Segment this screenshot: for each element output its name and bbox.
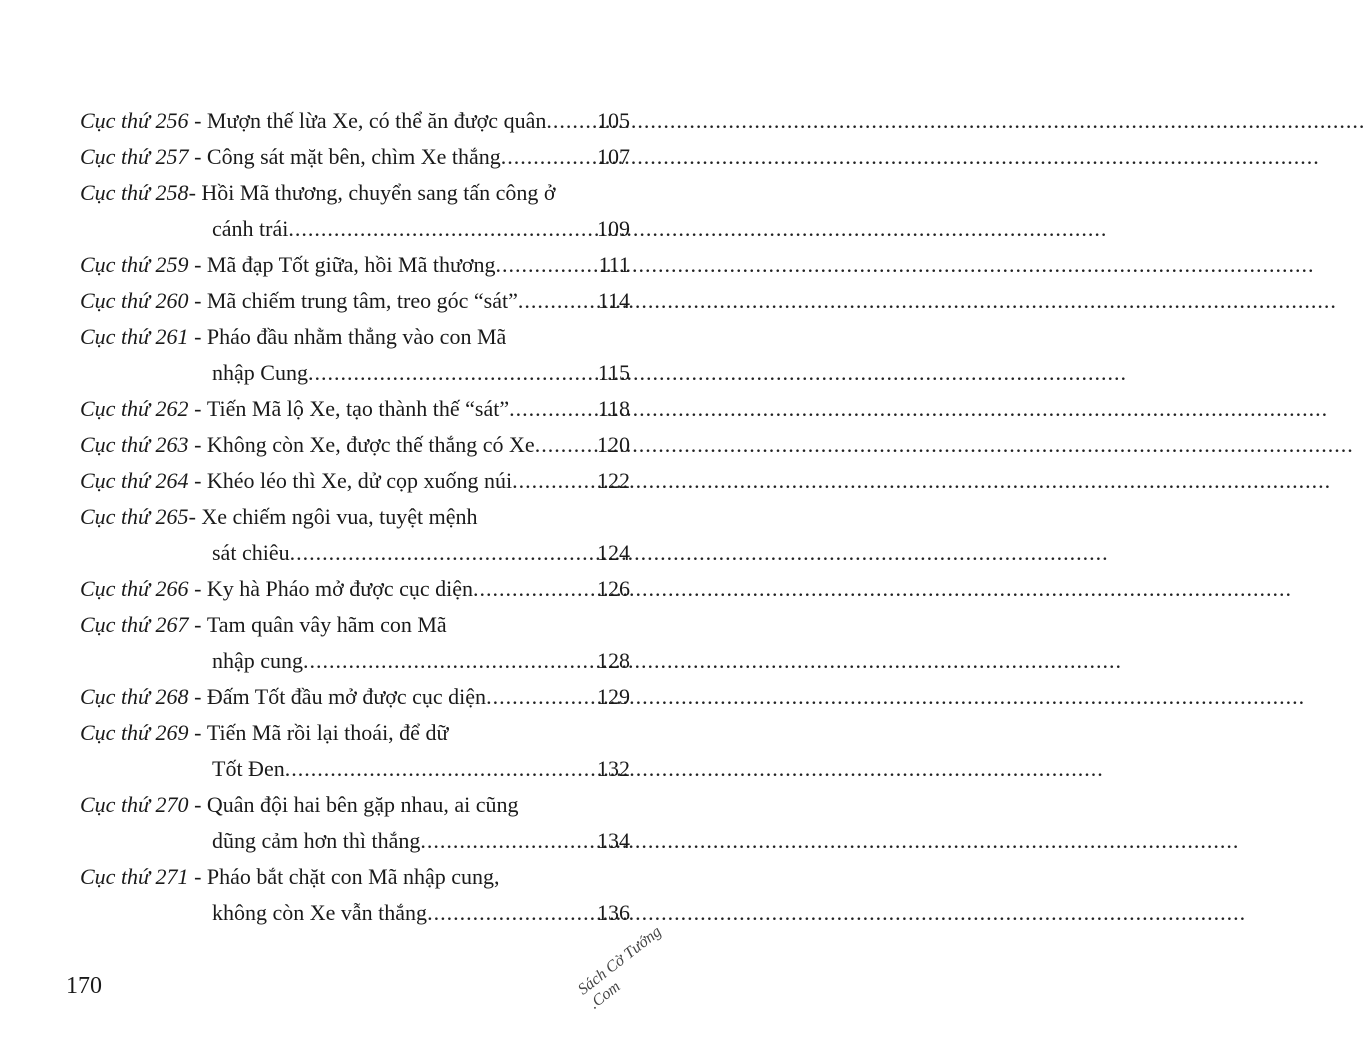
toc-entry-title: Xe chiếm ngôi vua, tuyệt mệnh: [201, 504, 478, 529]
toc-entry-line: [80, 247, 630, 283]
toc-entry-title: Tiến Mã rồi lại thoái, để dữ: [206, 720, 449, 745]
toc-entry-continuation: [80, 823, 630, 859]
toc-entry-line: [80, 679, 630, 715]
toc-entry-page: 114: [597, 288, 630, 313]
toc-entry-page: 122: [597, 468, 630, 493]
dot-leader: [420, 823, 597, 859]
toc-entry: [80, 859, 630, 931]
dot-leader: [518, 283, 598, 319]
page-number: 170: [66, 973, 102, 999]
toc-entry-page: 124: [597, 540, 630, 565]
toc-entry-line: [80, 859, 630, 895]
toc-entry-page: 120: [597, 432, 630, 457]
toc-entry-continuation: [80, 355, 630, 391]
toc-entry: [80, 247, 630, 283]
toc-entry-line: [80, 391, 630, 427]
toc-entry-page: 115: [597, 360, 630, 385]
toc-entry-label: Cục thứ 271: [80, 864, 189, 889]
toc-entry-separator: -: [188, 720, 207, 745]
toc-entry-line: [80, 787, 630, 823]
toc-entry-line: [80, 499, 630, 535]
toc-entry-label: Cục thứ 266: [80, 576, 189, 601]
toc-entry-line: [80, 319, 630, 355]
toc-entry-separator: -: [188, 576, 207, 601]
toc-entry-label: Cục thứ 263: [80, 432, 189, 457]
dot-leader: [546, 103, 597, 139]
toc-entry-page: 111: [598, 252, 630, 277]
toc-entry-title: Đấm Tốt đầu mở được cục diện: [206, 684, 487, 709]
toc-entry: [80, 319, 630, 391]
toc-entry-separator: -: [188, 792, 207, 817]
toc-entry: [80, 607, 630, 679]
toc-entry-title: Tam quân vây hãm con Mã: [206, 612, 447, 637]
dot-leader: [486, 679, 597, 715]
toc-entry-page: 105: [597, 108, 630, 133]
dot-leader: [303, 643, 597, 679]
toc-entry-line: [80, 715, 630, 751]
toc-entry-label: Cục thứ 267: [80, 612, 189, 637]
toc-entry-title: Ky hà Pháo mở được cục diện: [206, 576, 474, 601]
toc-entry: [80, 715, 630, 787]
toc-entry-line: [80, 607, 630, 643]
toc-entry: [80, 139, 630, 175]
dot-leader: [290, 535, 597, 571]
toc-entry-title: Mã đạp Tốt giữa, hồi Mã thương: [206, 252, 496, 277]
toc-entry-page: 129: [597, 684, 630, 709]
toc-entry-line: [80, 427, 630, 463]
toc-entry-continuation: [80, 535, 630, 571]
toc-entry: [80, 103, 630, 139]
dot-leader: [512, 463, 597, 499]
toc-entry-separator: -: [188, 504, 202, 529]
toc-entry-separator: -: [188, 432, 207, 457]
toc-entry-separator: -: [188, 252, 207, 277]
dot-leader: [501, 139, 597, 175]
toc-entry-label: Cục thứ 259: [80, 252, 189, 277]
toc-entry-page: 109: [597, 216, 630, 241]
toc-entry-line: [80, 283, 630, 319]
toc-entry: [80, 283, 630, 319]
toc-entry-page: 118: [597, 396, 630, 421]
toc-entry-title: không còn Xe vẫn thắng: [212, 900, 428, 925]
toc-entry-separator: -: [188, 288, 207, 313]
toc-entry-line: [80, 175, 630, 211]
toc-entry-title: dũng cảm hơn thì thắng: [212, 828, 421, 853]
toc-entry-title: Không còn Xe, được thế thắng có Xe: [206, 432, 535, 457]
toc-entry-label: Cục thứ 269: [80, 720, 189, 745]
dot-leader: [509, 391, 598, 427]
toc-entry-separator: -: [188, 396, 207, 421]
toc-entry-line: [80, 463, 630, 499]
toc-entry-title: Mã chiếm trung tâm, treo góc “sát”: [206, 288, 518, 313]
dot-leader: [427, 895, 597, 931]
toc-entry-label: Cục thứ 260: [80, 288, 189, 313]
toc-entry: [80, 571, 630, 607]
toc-entry-page: 134: [597, 828, 630, 853]
toc-entry-line: [80, 103, 630, 139]
dot-leader: [288, 211, 597, 247]
toc-entry-separator: -: [188, 324, 207, 349]
toc-entry: [80, 499, 630, 571]
toc-entry-title: sát chiêu: [212, 540, 290, 565]
toc-entry-page: 126: [597, 576, 630, 601]
dot-leader: [535, 427, 597, 463]
toc-entry: [80, 175, 630, 247]
toc-entry: [80, 427, 630, 463]
toc-entry: [80, 679, 630, 715]
toc-entry-label: Cục thứ 261: [80, 324, 189, 349]
toc-entry-title: cánh trái: [212, 216, 289, 241]
toc-entry-continuation: [80, 643, 630, 679]
toc-entry-continuation: [80, 895, 630, 931]
toc-entry-label: Cục thứ 262: [80, 396, 189, 421]
toc-entry-title: Hồi Mã thương, chuyển sang tấn công ở: [201, 180, 556, 205]
toc-entry-title: Mượn thế lừa Xe, có thể ăn được quân: [206, 108, 547, 133]
toc-entry-separator: -: [188, 108, 207, 133]
dot-leader: [473, 571, 597, 607]
toc-entry-line: [80, 139, 630, 175]
toc-entry-continuation: [80, 211, 630, 247]
toc-entry-continuation: [80, 751, 630, 787]
toc-entry: [80, 463, 630, 499]
toc-entry-separator: -: [188, 612, 207, 637]
dot-leader: [308, 355, 598, 391]
toc-entry-page: 132: [597, 756, 630, 781]
watermark-logo: Sách Cờ Tướng .Com: [575, 923, 665, 1013]
toc-entry: [80, 787, 630, 859]
toc-entry-label: Cục thứ 258: [80, 180, 189, 205]
toc-entry-title: Quân đội hai bên gặp nhau, ai cũng: [206, 792, 519, 817]
dot-leader: [496, 247, 599, 283]
table-of-contents: [80, 103, 630, 931]
toc-entry-line: [80, 571, 630, 607]
toc-entry-title: Pháo bắt chặt con Mã nhập cung,: [206, 864, 500, 889]
toc-entry-title: Tốt Đen: [212, 756, 285, 781]
toc-entry-title: Pháo đầu nhằm thẳng vào con Mã: [206, 324, 507, 349]
toc-entry-label: Cục thứ 257: [80, 144, 189, 169]
toc-entry-separator: -: [188, 468, 207, 493]
toc-entry-label: Cục thứ 268: [80, 684, 189, 709]
toc-entry-title: nhập Cung: [212, 360, 308, 385]
toc-entry-title: Khéo léo thì Xe, dử cọp xuống núi: [206, 468, 513, 493]
toc-entry-separator: -: [188, 864, 207, 889]
toc-entry-label: Cục thứ 265: [80, 504, 189, 529]
dot-leader: [285, 751, 597, 787]
toc-entry-page: 128: [597, 648, 630, 673]
toc-entry-label: Cục thứ 256: [80, 108, 189, 133]
toc-entry-title: Tiến Mã lộ Xe, tạo thành thế “sát”: [206, 396, 510, 421]
toc-entry-label: Cục thứ 264: [80, 468, 189, 493]
toc-entry-separator: -: [188, 684, 207, 709]
toc-entry-title: Công sát mặt bên, chìm Xe thắng: [206, 144, 501, 169]
toc-entry-title: nhập cung: [212, 648, 304, 673]
toc-entry-page: 136: [597, 900, 630, 925]
toc-entry-label: Cục thứ 270: [80, 792, 189, 817]
toc-entry-separator: -: [188, 144, 207, 169]
toc-entry: [80, 391, 630, 427]
toc-entry-separator: -: [188, 180, 202, 205]
toc-entry-page: 107: [597, 144, 630, 169]
